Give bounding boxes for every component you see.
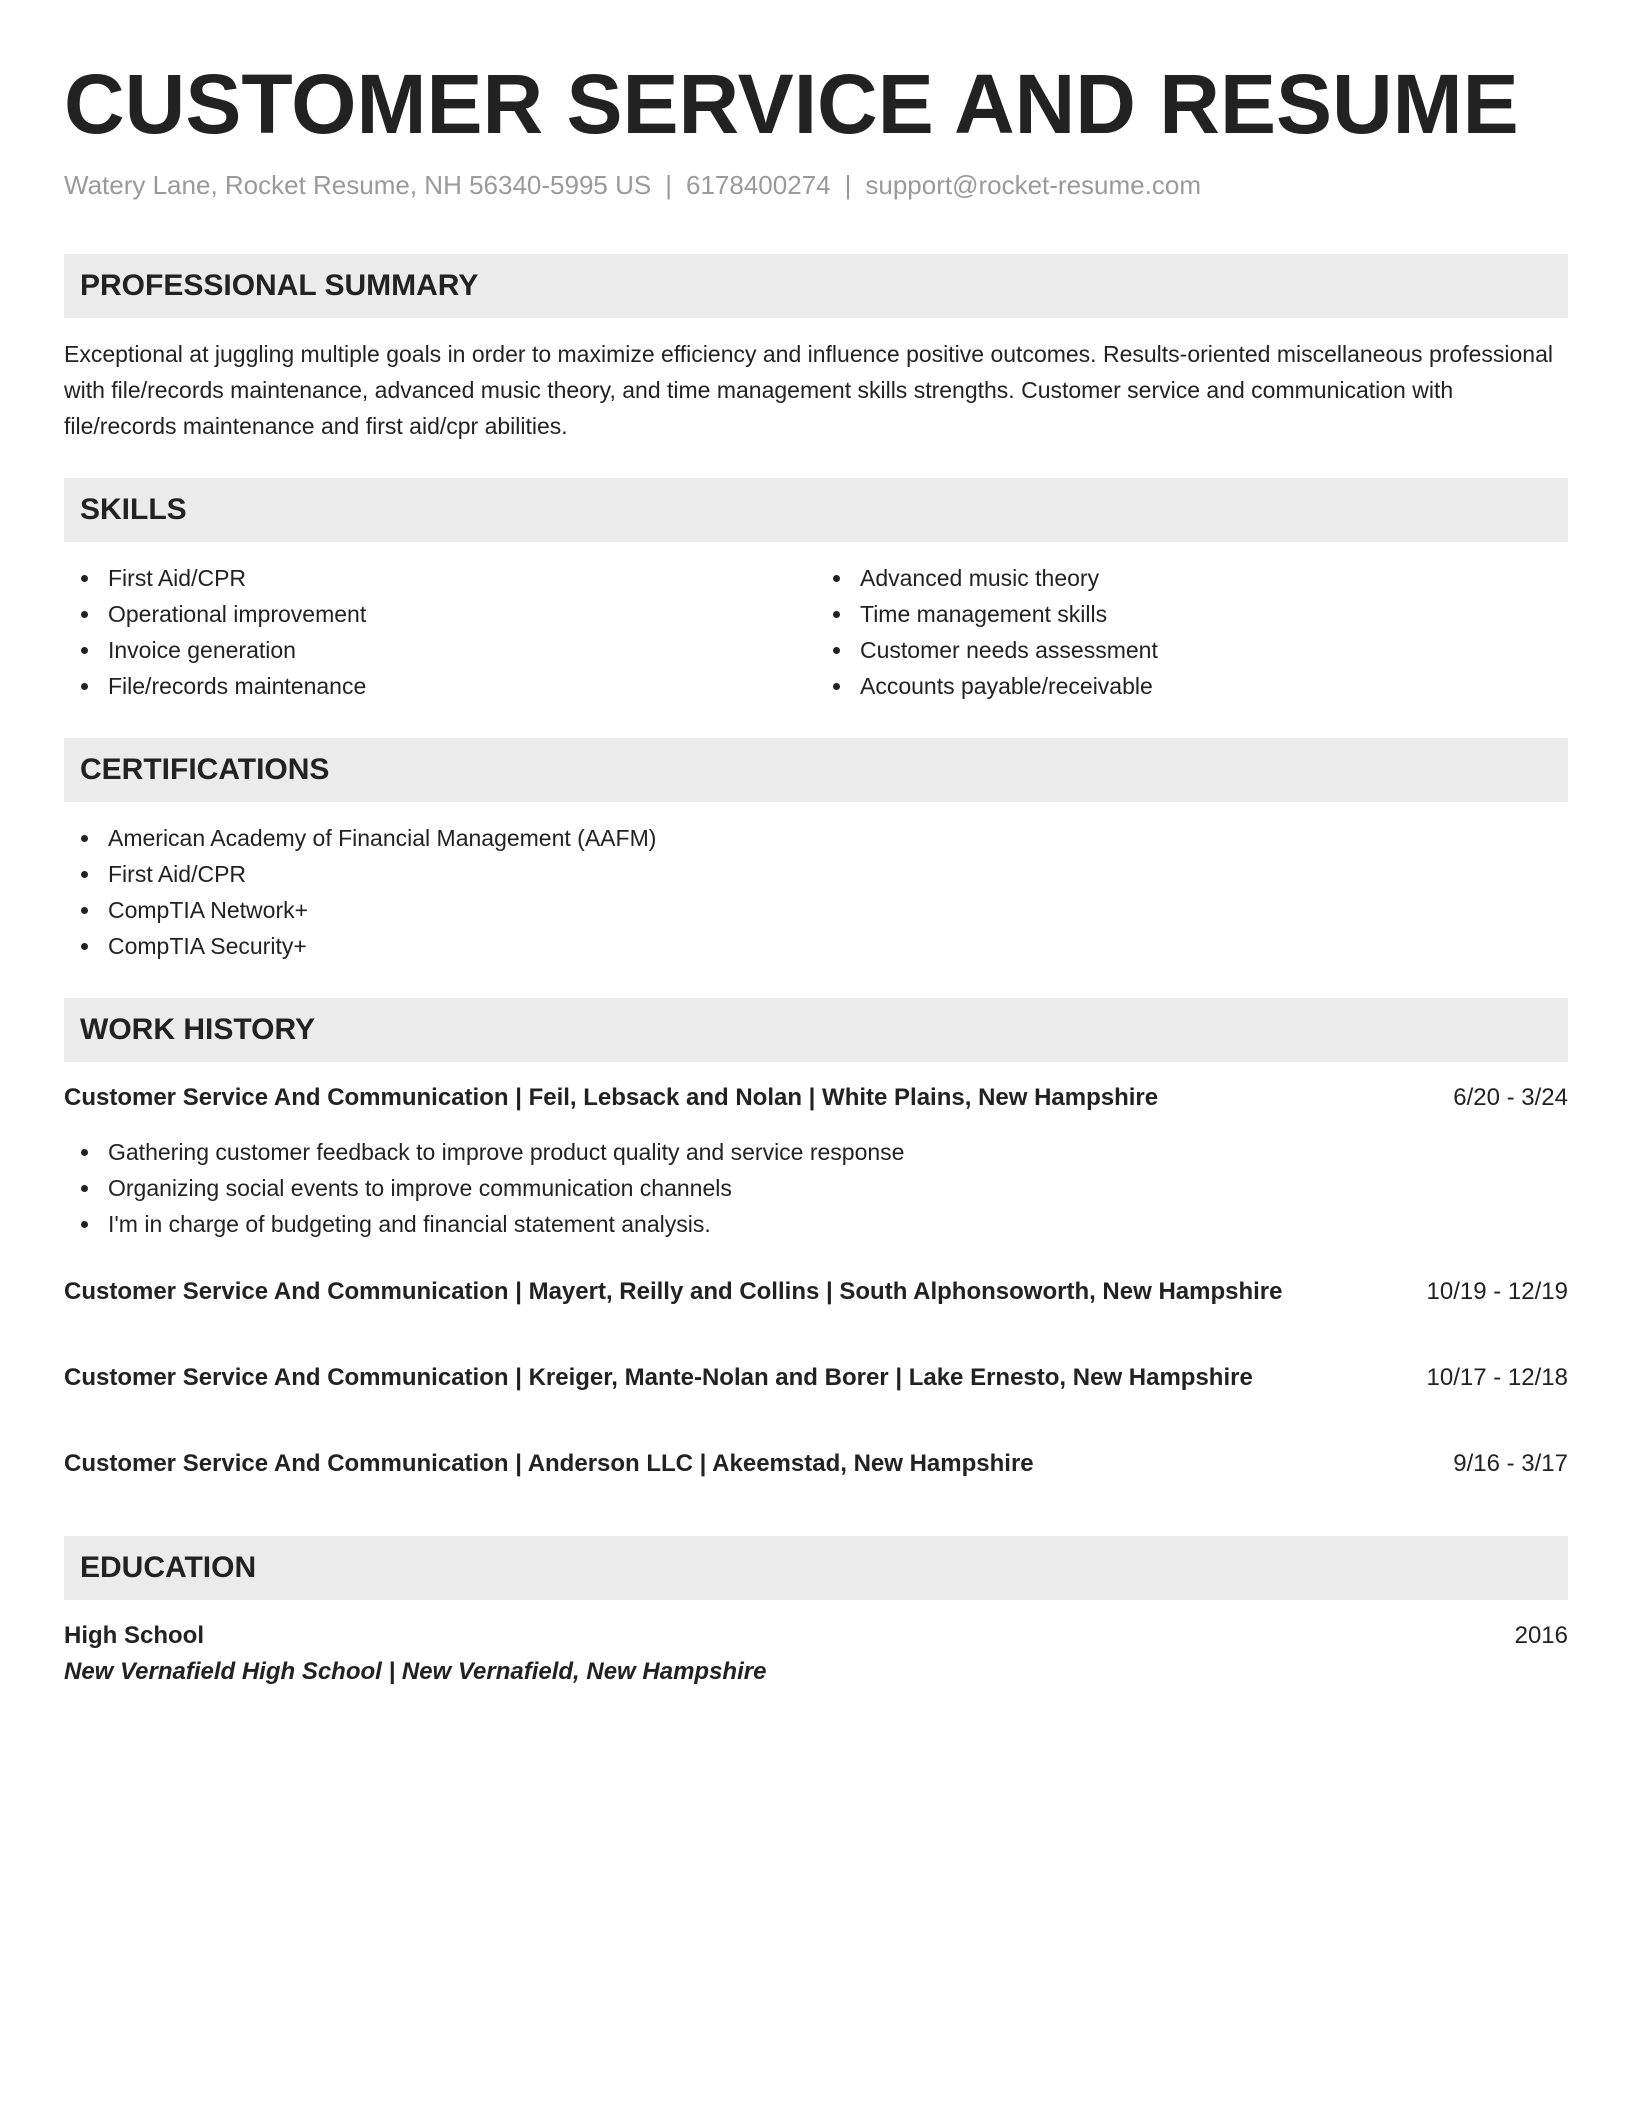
- education-degree: High School: [64, 1622, 204, 1650]
- job-duties-list: [64, 1134, 1568, 1242]
- education-row: [64, 1618, 1568, 1654]
- job-title: Customer Service And Communication | Anderson LLC | Akeemstad, New Hampshire: [64, 1450, 1034, 1478]
- contact-line: [64, 169, 1568, 203]
- job-dates: 6/20 - 3/24: [1453, 1084, 1568, 1112]
- job-duty-item: I'm in charge of budgeting and financial statement analysis.: [64, 1206, 1568, 1242]
- section-header-skills: SKILLS: [64, 478, 1568, 542]
- job-duty-item: Organizing social events to improve communication channels: [64, 1170, 1568, 1206]
- skills-list: [64, 542, 1568, 704]
- job-duty-item: Gathering customer feedback to improve product quality and service response: [64, 1134, 1568, 1170]
- contact-separator: |: [844, 169, 852, 200]
- education-school: New Vernafield High School | New Vernafield, New Hampshire: [64, 1658, 767, 1686]
- contact-email: support@rocket-resume.com: [865, 169, 1201, 200]
- section-header-education: EDUCATION: [64, 1536, 1568, 1600]
- certifications-list: [64, 820, 1568, 964]
- skill-item: Operational improvement: [64, 596, 816, 632]
- skill-item: Accounts payable/receivable: [816, 668, 1568, 704]
- education-year: 2016: [1514, 1622, 1568, 1650]
- skill-item: Time management skills: [816, 596, 1568, 632]
- skill-item: File/records maintenance: [64, 668, 816, 704]
- job-title: Customer Service And Communication | Mayert, Reilly and Collins | South Alphonsoworth, New Hampshire: [64, 1278, 1283, 1306]
- certification-item: CompTIA Security+: [64, 928, 1568, 964]
- skill-item: Customer needs assessment: [816, 632, 1568, 668]
- skills-column-right: [816, 560, 1568, 704]
- job-heading-row: [64, 1080, 1568, 1116]
- skills-column-left: [64, 560, 816, 704]
- section-header-summary: PROFESSIONAL SUMMARY: [64, 254, 1568, 318]
- summary-text: Exceptional at juggling multiple goals in order to maximize efficiency and influence positive outcomes. Results-oriented miscellaneous professional with file/records maintenance, advanced music theory, and time management skills strengths. Customer service and communication with file/records maintenance and first aid/cpr abilities.: [64, 341, 1553, 440]
- job-title: Customer Service And Communication | Feil, Lebsack and Nolan | White Plains, New Hampshire: [64, 1084, 1159, 1112]
- certification-item: CompTIA Network+: [64, 892, 1568, 928]
- section-header-work-history: WORK HISTORY: [64, 998, 1568, 1062]
- certification-item: American Academy of Financial Management (AAFM): [64, 820, 1568, 856]
- job-dates: 10/19 - 12/19: [1426, 1278, 1568, 1306]
- job-heading-row: [64, 1274, 1568, 1310]
- job-dates: 10/17 - 12/18: [1426, 1364, 1568, 1392]
- contact-phone: 6178400274: [685, 169, 831, 200]
- skill-item: Invoice generation: [64, 632, 816, 668]
- job-heading-row: [64, 1446, 1568, 1482]
- contact-address: Watery Lane, Rocket Resume, NH 56340-5995 US: [64, 169, 652, 200]
- resume-name: CUSTOMER SERVICE AND RESUME: [64, 57, 1519, 151]
- skill-item: First Aid/CPR: [64, 560, 816, 596]
- job-title: Customer Service And Communication | Kreiger, Mante-Nolan and Borer | Lake Ernesto, New Hampshire: [64, 1364, 1253, 1392]
- job-dates: 9/16 - 3/17: [1453, 1450, 1568, 1478]
- certification-item: First Aid/CPR: [64, 856, 1568, 892]
- section-header-certifications: CERTIFICATIONS: [64, 738, 1568, 802]
- job-heading-row: [64, 1360, 1568, 1396]
- contact-separator: |: [665, 169, 672, 200]
- skill-item: Advanced music theory: [816, 560, 1568, 596]
